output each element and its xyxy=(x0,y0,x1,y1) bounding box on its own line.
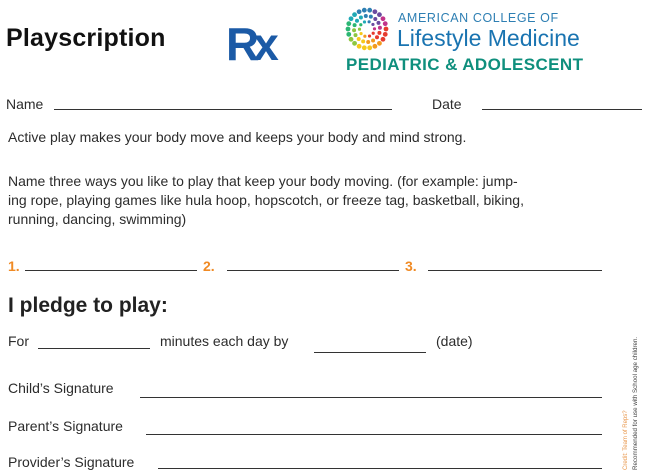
logo-dot xyxy=(349,16,354,21)
logo-dot xyxy=(354,33,358,37)
logo-dot xyxy=(377,21,381,25)
credit-text: Credit: Team of Reps? xyxy=(623,410,629,470)
logo-dot xyxy=(358,28,361,31)
org-name-line2: Lifestyle Medicine xyxy=(397,25,580,51)
logo-dot xyxy=(352,41,357,46)
logo-dot xyxy=(369,15,373,19)
logo-dot xyxy=(371,23,374,26)
logo-dot xyxy=(372,32,375,35)
logo-dot xyxy=(364,14,368,18)
logo-dot xyxy=(352,12,357,17)
play-way-2-field[interactable] xyxy=(227,270,399,271)
logo-dot xyxy=(362,8,367,13)
logo-dot xyxy=(383,21,388,26)
logo-dot xyxy=(361,39,365,43)
dotted-circle-logo-icon xyxy=(344,6,390,52)
page-title: Playscription xyxy=(6,24,166,52)
provider-signature-label: Provider’s Signature xyxy=(8,454,135,470)
logo-dot xyxy=(359,32,362,35)
org-name-line3: PEDIATRIC & ADOLESCENT xyxy=(346,55,584,74)
logo-dot xyxy=(368,20,371,23)
logo-dot xyxy=(349,37,354,42)
child-signature-field[interactable] xyxy=(140,397,602,398)
logo-dot xyxy=(359,23,362,26)
side-notes xyxy=(613,264,647,474)
parent-signature-label: Parent’s Signature xyxy=(8,418,123,434)
date-hint: (date) xyxy=(436,333,473,349)
logo-dot xyxy=(377,41,382,46)
org-name-line1: AMERICAN COLLEGE OF xyxy=(398,11,559,25)
pledge-heading: I pledge to play: xyxy=(8,294,168,317)
logo-dot xyxy=(381,16,386,21)
item-number-3: 3. xyxy=(405,258,417,274)
recommendation-text: Recommended for use with School age children. xyxy=(632,336,639,470)
prompt-line-3: running, dancing, swimming) xyxy=(8,211,187,227)
date-field[interactable] xyxy=(482,109,642,110)
logo-dot xyxy=(384,27,389,32)
logo-dot xyxy=(372,44,377,49)
logo-dot xyxy=(346,32,351,37)
name-field[interactable] xyxy=(54,109,392,110)
logo-dot xyxy=(372,9,377,14)
logo-dot xyxy=(352,28,356,32)
intro-text: Active play makes your body move and keeps your body and mind strong. xyxy=(8,129,467,145)
logo-dot xyxy=(362,45,367,50)
prompt-line-1: Name three ways you like to play that keep your body moving. (for example: jump- xyxy=(8,173,518,189)
child-signature-label: Child’s Signature xyxy=(8,380,114,396)
date-label: Date xyxy=(432,96,462,112)
logo-dot xyxy=(367,45,372,50)
logo-dot xyxy=(373,27,376,30)
logo-dot xyxy=(377,31,381,35)
logo-dot xyxy=(381,37,386,42)
logo-dot xyxy=(353,23,357,27)
parent-signature-field[interactable] xyxy=(146,434,602,435)
provider-signature-field[interactable] xyxy=(158,468,602,469)
logo-dot xyxy=(371,39,375,43)
logo-dot xyxy=(366,40,370,44)
logo-dot xyxy=(368,34,371,37)
logo-dot xyxy=(359,16,363,20)
logo-dot xyxy=(373,17,377,21)
logo-dot xyxy=(363,20,366,23)
rx-symbol: Rx xyxy=(226,20,273,70)
rx-logo xyxy=(226,20,296,80)
logo-dot xyxy=(378,26,382,30)
minutes-field[interactable] xyxy=(38,348,150,349)
name-label: Name xyxy=(6,96,44,112)
pledge-date-field[interactable] xyxy=(314,352,426,353)
item-number-2: 2. xyxy=(203,258,215,274)
logo-dot xyxy=(367,8,372,13)
logo-dot xyxy=(357,37,361,41)
minutes-label: minutes each day by xyxy=(160,333,289,349)
logo-dot xyxy=(363,35,366,38)
logo-dot xyxy=(375,35,379,39)
logo-dot xyxy=(355,19,359,23)
play-way-3-field[interactable] xyxy=(428,270,602,271)
logo-dot xyxy=(346,21,351,26)
prompt-line-2: ing rope, playing games like hula hoop, hopscotch, or freeze tag, basketball, biking, xyxy=(8,192,524,208)
logo-dot xyxy=(357,9,362,14)
logo-dot xyxy=(357,44,362,49)
logo-dot xyxy=(383,32,388,37)
for-label: For xyxy=(8,333,29,349)
play-way-1-field[interactable] xyxy=(25,270,197,271)
logo-dot xyxy=(377,12,382,17)
item-number-1: 1. xyxy=(8,258,20,274)
logo-dot xyxy=(346,27,351,32)
